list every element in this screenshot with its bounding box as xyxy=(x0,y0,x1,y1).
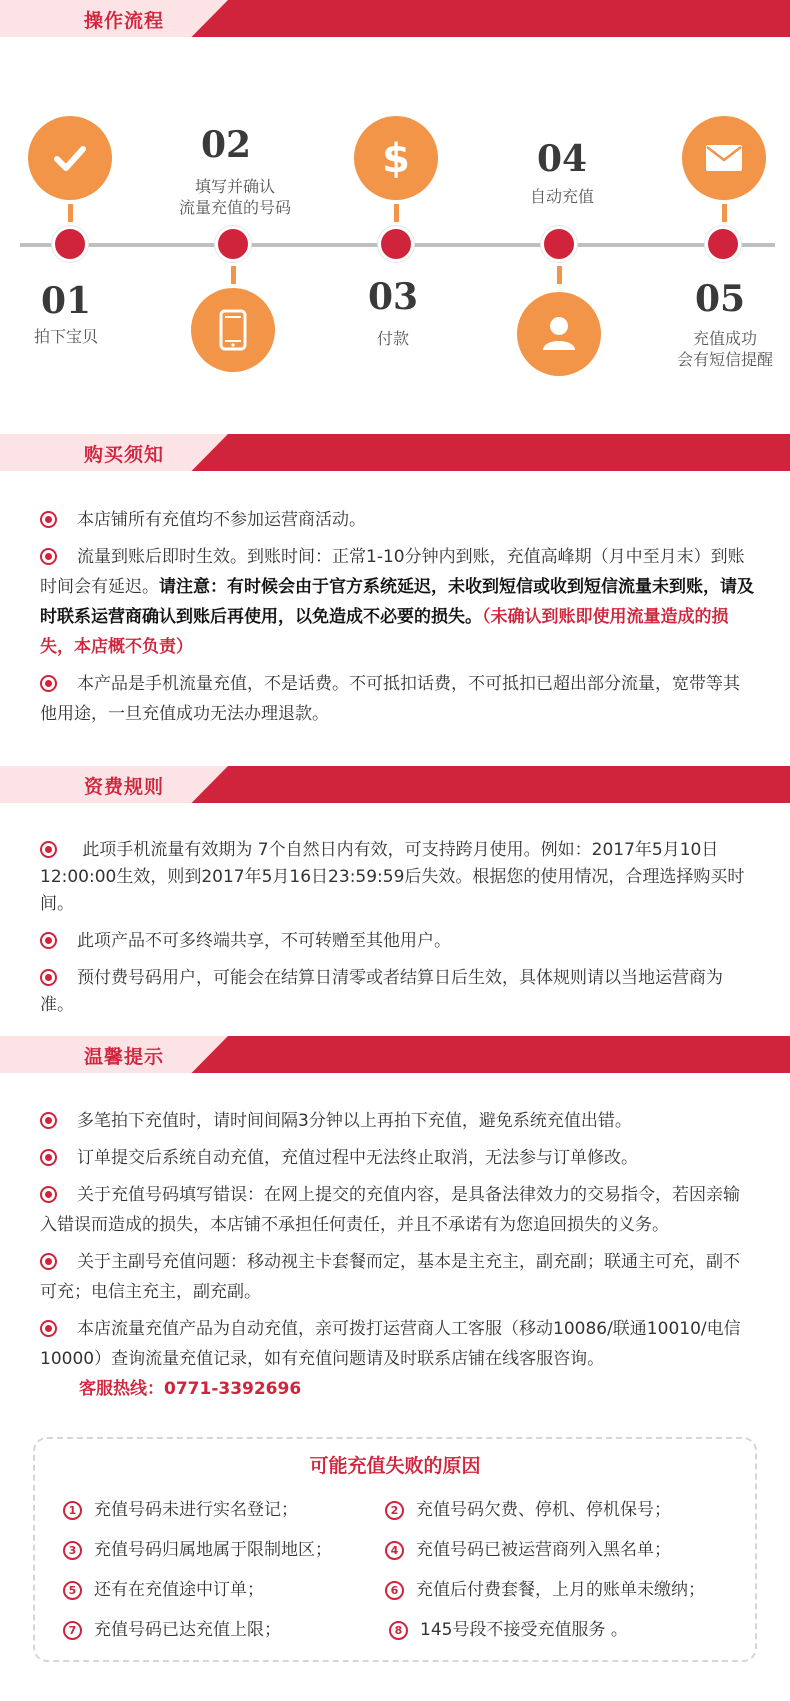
step-1-circle xyxy=(28,116,112,200)
section-banner-process xyxy=(0,0,790,37)
step-4-stem xyxy=(557,266,562,284)
tips-item-5: 本店流量充值产品为自动充值，亲可拨打运营商人工客服（移动10086/联通10010/电信10000）查询流量充值记录，如有充值问题请及时联系店铺在线客服咨询。 xyxy=(40,1319,741,1369)
bullet-icon xyxy=(40,1149,57,1166)
smartphone-icon xyxy=(218,309,248,351)
step-1-stem xyxy=(68,204,73,222)
number-badge: 7 xyxy=(63,1621,82,1640)
notice-item-2: 流量到账后即时生效。到账时间：正常1-10分钟内到账，充值高峰期（月中至月末）到账时间会有延迟。请注意：有时候会由于官方系统延迟，未收到短信或收到短信流量未到账，请及时联系运营商确认到账后再使用，以免造成不必要的损失。（未确认到账即使用流量造成的损失，本店概不负责） xyxy=(40,547,754,657)
reasons-title: 可能充值失败的原因 xyxy=(309,1455,481,1477)
fees-item-1: 此项手机流量有效期为 7个自然日内有效，可支持跨月使用。例如：2017年5月10日12:00:00生效，则到2017年5月16日23:59:59后失效。根据您的使用情况，合理选择购买时间。 xyxy=(40,840,745,914)
section-title: 操作流程 xyxy=(84,10,165,32)
dollar-icon xyxy=(381,136,411,180)
step-4-circle xyxy=(517,292,601,376)
bullet-icon xyxy=(40,675,57,692)
step-2-dot xyxy=(215,226,251,262)
reason-item-2: 2 充值号码欠费、停机、停机保号； xyxy=(385,1495,671,1520)
number-badge: 3 xyxy=(63,1541,82,1560)
notice-block xyxy=(40,505,755,736)
tips-item-3: 关于充值号码填写错误：在网上提交的充值内容，是具备法律效力的交易指令，若因亲输入错误而造成的损失，本店铺不承担任何责任，并且不承诺有为您追回损失的义务。 xyxy=(40,1185,740,1235)
section-title: 温馨提示 xyxy=(84,1046,165,1068)
step-5-line-2: 会有短信提醒 xyxy=(676,350,773,369)
step-1-number: 01 xyxy=(40,280,92,322)
step-2-stem xyxy=(231,266,236,284)
tips-item-1: 多笔拍下充值时，请时间间隔3分钟以上再拍下充值，避免系统充值出错。 xyxy=(40,1106,755,1136)
step-5-label xyxy=(660,328,790,370)
step-4-number: 04 xyxy=(536,138,588,180)
notice-item-3: 本产品是手机流量充值，不是话费。不可抵扣话费，不可抵扣已超出部分流量，宽带等其他用途，一旦充值成功无法办理退款。 xyxy=(40,674,740,724)
reason-item-3: 3 充值号码归属地属于限制地区； xyxy=(63,1535,332,1560)
step-3-circle xyxy=(354,116,438,200)
reason-item-7: 7 充值号码已达充值上限； xyxy=(63,1615,281,1640)
step-5-number: 05 xyxy=(694,278,746,320)
step-3-number: 03 xyxy=(367,276,419,318)
section-title: 资费规则 xyxy=(84,776,165,798)
reason-item-1: 1 充值号码未进行实名登记； xyxy=(63,1495,298,1520)
section-banner-notice xyxy=(0,434,790,471)
tips-item-4: 关于主副号充值问题：移动视主卡套餐而定，基本是主充主，副充副；联通主可充，副不可充；电信主充主，副充副。 xyxy=(40,1252,740,1302)
failure-reasons-box xyxy=(33,1437,757,1662)
bullet-icon xyxy=(40,1253,57,1270)
step-4-dot xyxy=(541,226,577,262)
number-badge: 8 xyxy=(389,1621,408,1640)
step-1-label: 拍下宝贝 xyxy=(33,327,98,346)
tips-block xyxy=(40,1106,755,1404)
number-badge: 4 xyxy=(385,1541,404,1560)
envelope-icon xyxy=(705,144,743,172)
step-4-label: 自动充值 xyxy=(529,187,594,206)
section-banner-tips xyxy=(0,1036,790,1073)
checkmark-icon xyxy=(51,139,89,177)
bullet-icon xyxy=(40,511,57,528)
fees-block xyxy=(40,837,755,1026)
section-banner-fees xyxy=(0,766,790,803)
number-badge: 6 xyxy=(385,1581,404,1600)
svg-text:$: $ xyxy=(382,136,410,180)
step-2-label xyxy=(150,176,320,218)
step-2-circle xyxy=(191,288,275,372)
tips-item-2: 订单提交后系统自动充值，充值过程中无法终止取消，无法参与订单修改。 xyxy=(40,1143,755,1173)
bullet-icon xyxy=(40,932,57,949)
bullet-icon xyxy=(40,1186,57,1203)
step-2-line-1: 填写并确认 xyxy=(194,177,275,196)
step-5-stem xyxy=(722,204,727,222)
reason-item-5: 5 还有在充值途中订单； xyxy=(63,1575,264,1600)
notice-warning: 请注意：有时候会由于官方系统延迟，未收到短信或收到短信流量未到账，请及时联系运营商确认到账后再使用，以免造成不必要的损失。 xyxy=(40,577,754,627)
fees-item-2: 此项产品不可多终端共享，不可转赠至其他用户。 xyxy=(40,928,755,955)
bullet-icon xyxy=(40,1320,57,1337)
service-hotline: 客服热线：0771-3392696 xyxy=(79,1379,302,1399)
step-5-circle xyxy=(682,116,766,200)
step-3-dot xyxy=(378,226,414,262)
bullet-icon xyxy=(40,841,57,858)
step-3-label: 付款 xyxy=(376,329,409,348)
reason-item-4: 4 充值号码已被运营商列入黑名单； xyxy=(385,1535,671,1560)
number-badge: 5 xyxy=(63,1581,82,1600)
step-2-line-2: 流量充值的号码 xyxy=(178,198,291,217)
bullet-icon xyxy=(40,1112,57,1129)
step-2-number: 02 xyxy=(200,124,252,166)
number-badge: 1 xyxy=(63,1501,82,1520)
notice-disclaimer: （未确认到账即使用流量造成的损失，本店概不负责） xyxy=(40,607,729,657)
bullet-icon xyxy=(40,969,57,986)
fees-item-3: 预付费号码用户，可能会在结算日清零或者结算日后生效，具体规则请以当地运营商为准。 xyxy=(40,968,723,1015)
section-title: 购买须知 xyxy=(84,444,165,466)
reason-item-6: 6 充值后付费套餐，上月的账单未缴纳； xyxy=(385,1575,705,1600)
step-3-stem xyxy=(394,204,399,222)
number-badge: 2 xyxy=(385,1501,404,1520)
step-1-dot xyxy=(52,226,88,262)
reason-item-8: 8 145号段不接受充值服务 。 xyxy=(389,1615,628,1640)
step-5-dot xyxy=(705,226,741,262)
user-icon xyxy=(537,312,581,356)
bullet-icon xyxy=(40,548,57,565)
notice-item-1: 本店铺所有充值均不参加运营商活动。 xyxy=(40,505,755,535)
step-5-line-1: 充值成功 xyxy=(692,329,757,348)
